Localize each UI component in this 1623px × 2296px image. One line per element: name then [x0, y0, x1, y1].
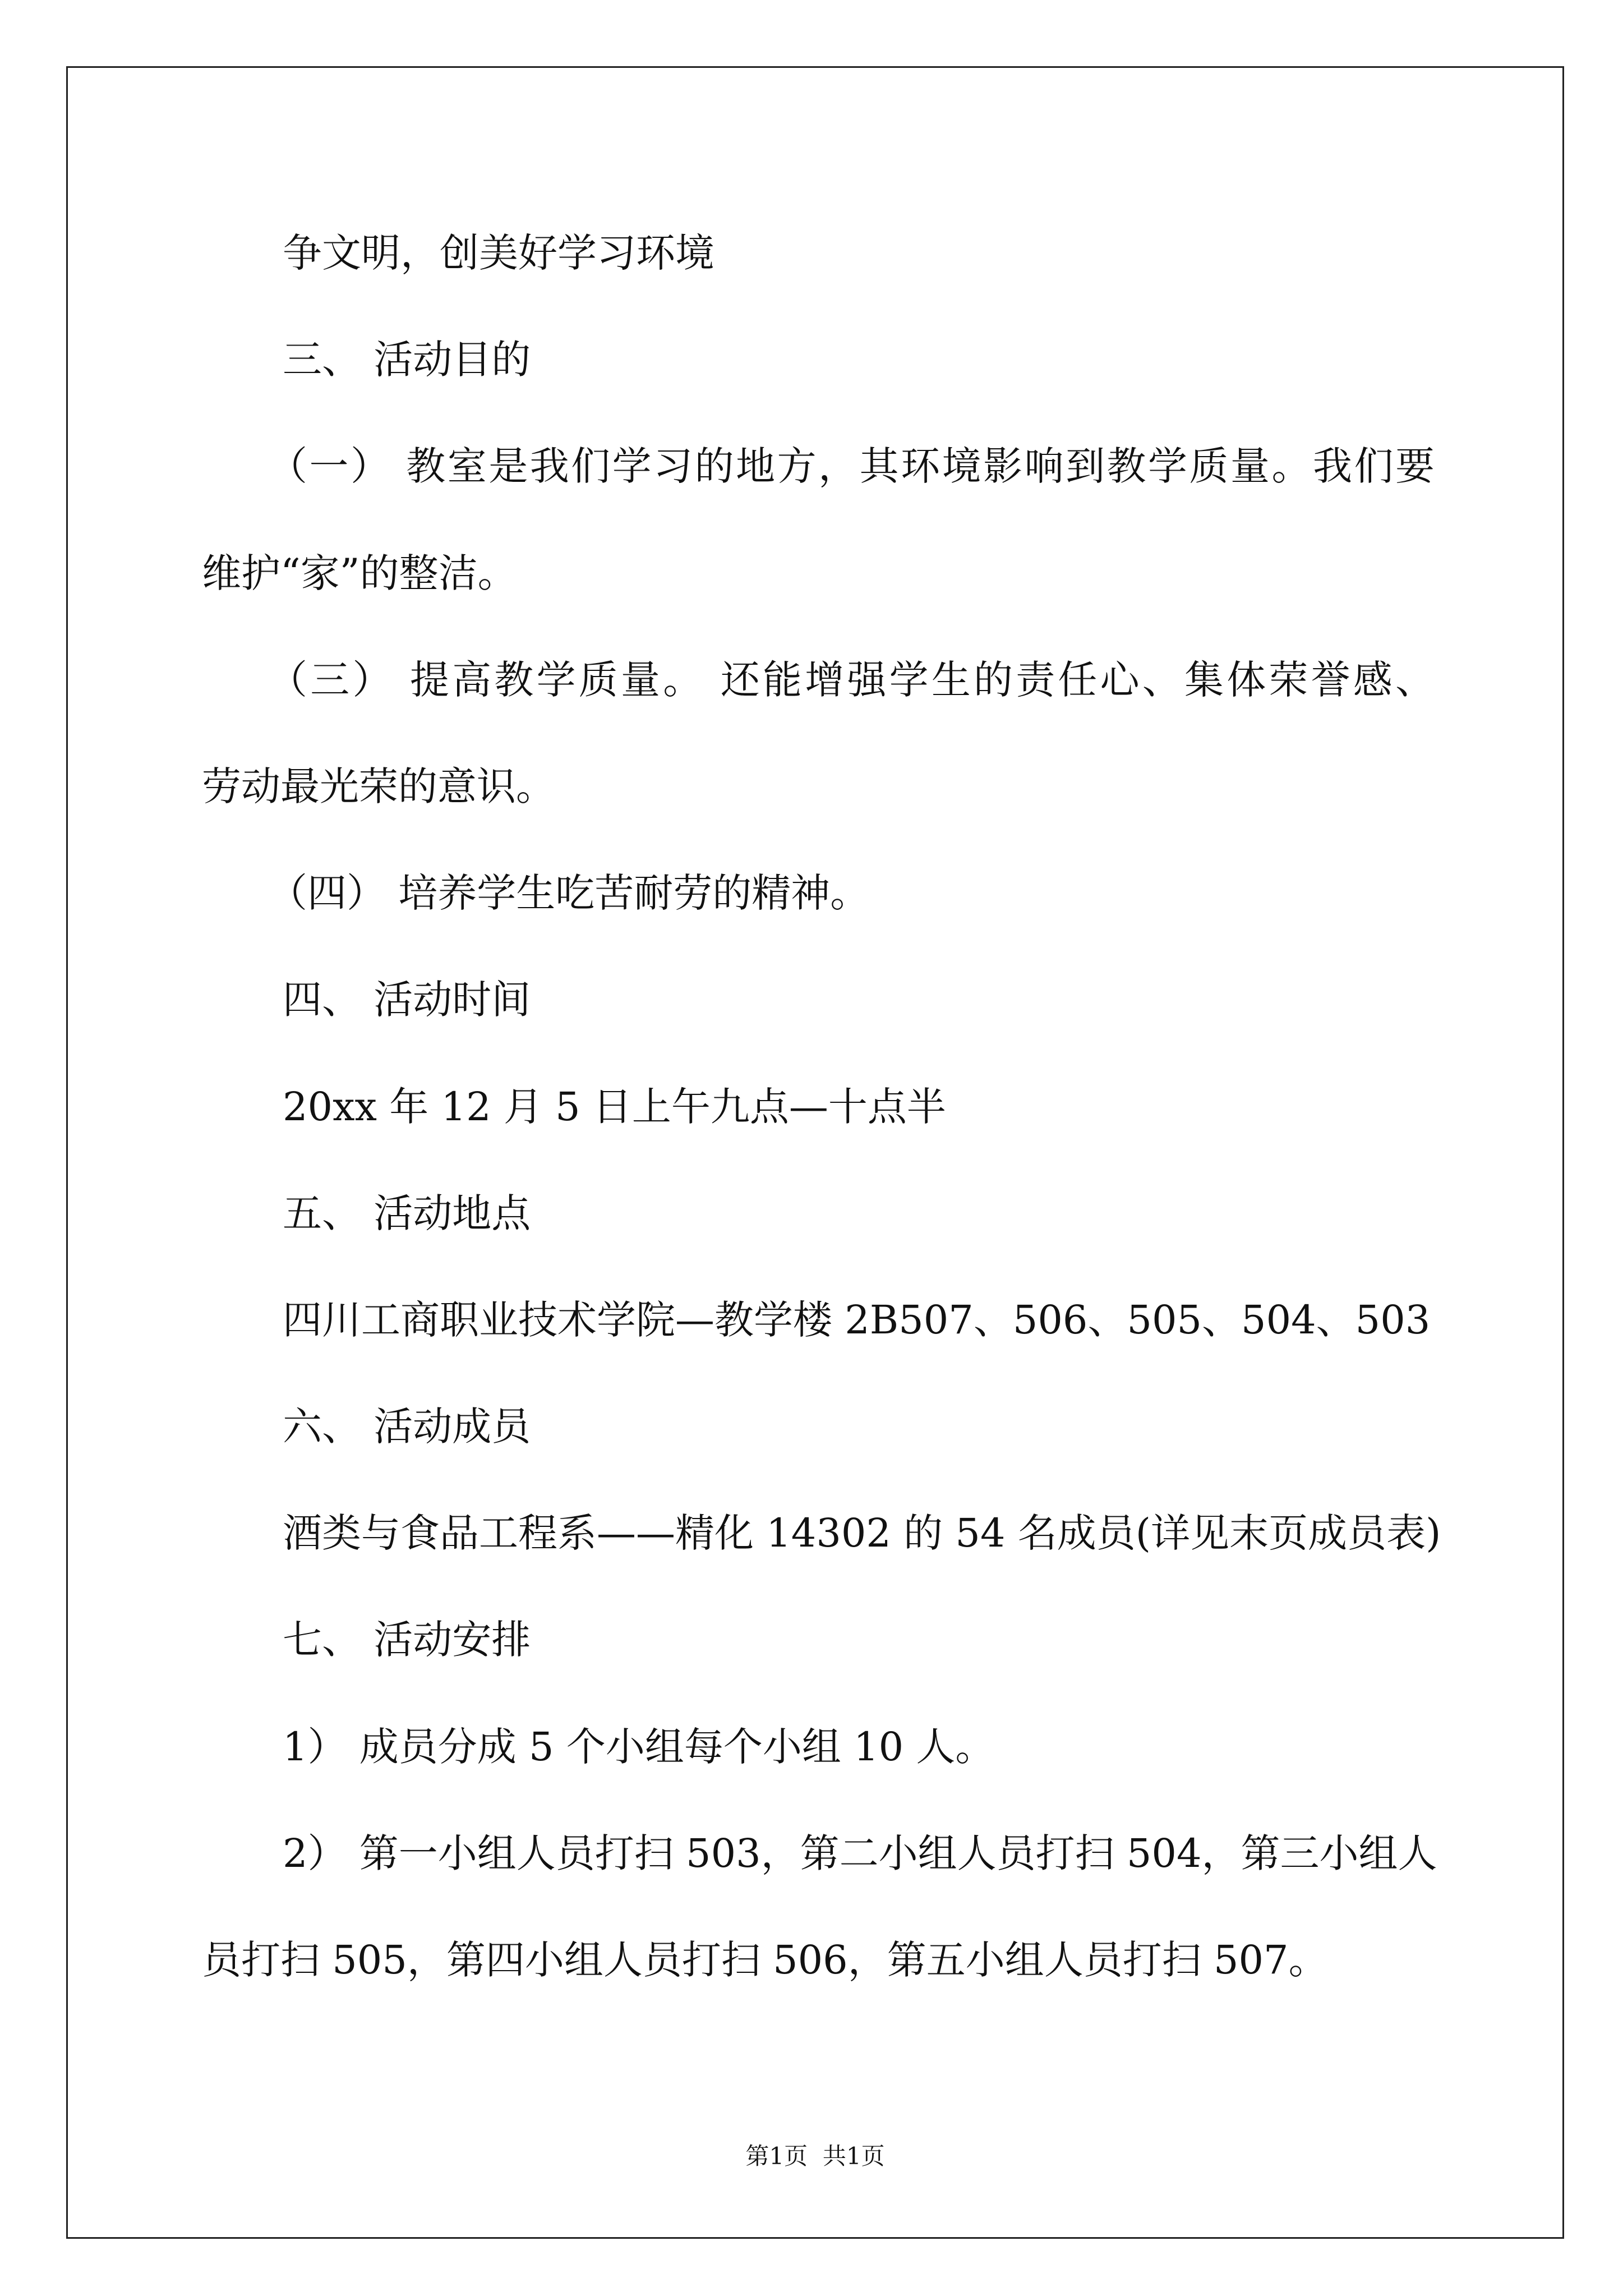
paragraph-arrangement-2-line-2: 员打扫 505，第四小组人员打扫 506，第五小组人员打扫 507。 [202, 1937, 1328, 1983]
heading-activity-members: 六、 活动成员 [283, 1404, 531, 1450]
paragraph-arrangement-2-line-1: 2） 第一小组人员打扫 503，第二小组人员打扫 504，第三小组人 [283, 1830, 1437, 1876]
heading-activity-location: 五、 活动地点 [283, 1190, 531, 1236]
page-footer: 第1页 共1页 [745, 2142, 885, 2170]
heading-activity-time: 四、 活动时间 [283, 977, 531, 1023]
paragraph-theme-line-1: 争文明，创美好学习环境 [283, 230, 714, 276]
paragraph-purpose-1-line-2: 维护“家”的整洁。 [202, 550, 517, 596]
paragraph-location-line-1: 四川工商职业技术学院—教学楼 2B507、506、505、504、503 [283, 1296, 1431, 1343]
paragraph-purpose-4-line-1: （四） 培养学生吃苦耐劳的精神。 [268, 870, 870, 917]
paragraph-purpose-3-line-2: 劳动最光荣的意识。 [202, 763, 555, 809]
heading-activity-arrangement: 七、 活动安排 [283, 1617, 531, 1663]
paragraph-time-line-1: 20xx 年 12 月 5 日上午九点—十点半 [283, 1083, 946, 1130]
paragraph-purpose-3-line-1: （三） 提高教学质量。 还能增强学生的责任心、集体荣誉感、 [268, 656, 1435, 703]
paragraph-members-line-1: 酒类与食品工程系——精化 14302 的 54 名成员(详见末页成员表) [283, 1510, 1441, 1557]
paragraph-purpose-1-line-1: （一） 教室是我们学习的地方，其环境影响到教学质量。我们要 [268, 443, 1435, 490]
heading-activity-purpose: 三、 活动目的 [283, 337, 531, 383]
document-body [202, 200, 1441, 2013]
paragraph-arrangement-1-line-1: 1） 成员分成 5 个小组每个小组 10 人。 [283, 1723, 995, 1770]
